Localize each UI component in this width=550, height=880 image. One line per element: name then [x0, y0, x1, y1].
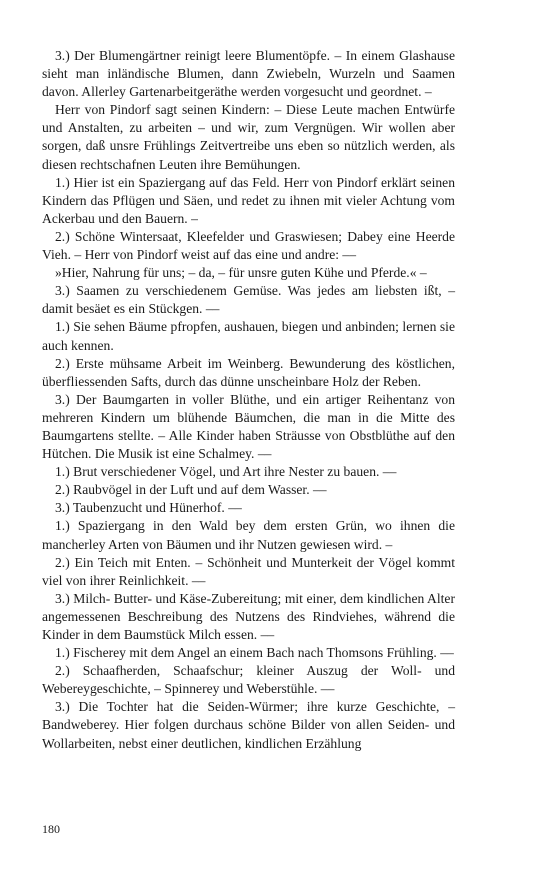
paragraph-field-walk: 1.) Hier ist ein Spaziergang auf das Feld. Herr von Pindorf erklärt seinen Kindern das Pflügen und Säen, und redet zu ihnen mit vieler Achtung vom Ackerbau und den Bauern. – [42, 174, 455, 226]
paragraph-bird-nests: 1.) Brut verschiedener Vögel, und Art ihre Nester zu bauen. –– [55, 464, 397, 480]
paragraph-duck-pond: 2.) Ein Teich mit Enten. – Schönheit und Munterkeit der Vögel kommt viel von ihrer Reinlichkeit. –– [42, 554, 455, 588]
page-number: 180 [42, 822, 60, 836]
paragraph-pindorf-speech: Herr von Pindorf sagt seinen Kindern: – Diese Leute machen Entwürfe und Anstalten, zu arbeiten – und wir, zum Vergnügen. Wir wollen aber sorgen, daß unsre Frühlings Zeitvertreibe uns eben so nützlich werden, als diesen rechtschafnen Leuten ihre Bemühungen. [42, 102, 455, 172]
paragraph-gardener: 3.) Der Blumengärtner reinigt leere Blumentöpfe. – In einem Glashause sieht man inländische Blumen, dann Zwiebeln, Wurzeln und Saamen davon. Allerley Gartenarbeitgeräthe werden vorgesucht und geordnet. – [42, 48, 455, 100]
paragraph-winter-seed: 2.) Schöne Wintersaat, Kleefelder und Graswiesen; Dabey eine Heerde Vieh. – Herr von Pindorf weist auf das eine und andre: –– [42, 228, 455, 263]
paragraph-dairy: 3.) Milch- Butter- und Käse-Zubereitung; mit einer, dem kindlichen Alter angemessenen Beschreibung des Nutzens des Rindviehes, während die Kinder in dem Baumstück Milch essen. –– [42, 590, 455, 642]
paragraph-vineyard: 2.) Erste mühsame Arbeit im Weinberg. Bewunderung des köstlichen, überfliessenden Safts, durch das dünne unscheinbare Holz der Reben. [42, 355, 455, 389]
paragraph-vegetable-seeds: 3.) Saamen zu verschiedenem Gemüse. Was jedes am liebsten ißt, – damit besäet es ein Stückgen. –– [42, 283, 455, 317]
paragraph-poultry: 3.) Taubenzucht und Hünerhof. –– [55, 500, 242, 516]
paragraph-sheep: 2.) Schaafherden, Schaafschur; kleiner Auszug der Woll- und Webereygeschichte, – Spinnerey und Weberstühle. –– [42, 663, 455, 697]
page-body [42, 47, 455, 753]
paragraph-forest-walk: 1.) Spaziergang in den Wald bey dem ersten Grün, wo ihnen die mancherley Arten von Bäumen und ihr Nutzen gewiesen wird. – [42, 518, 455, 552]
paragraph-orchard-dance: 3.) Der Baumgarten in voller Blüthe, und ein artiger Reihentanz von mehreren Kindern um blühende Bäumchen, die man in die Mitte des Baumgartens stellte. – Alle Kinder haben Sträusse von Obstblüthe auf den Hütchen. Die Musik ist eine Schalmey. –– [42, 391, 455, 462]
paragraph-silkworms: 3.) Die Tochter hat die Seiden-Würmer; ihre kurze Geschichte, – Bandweberey. Hier folgen durchaus schöne Bilder von allen Seiden- und Wollarbeiten, nebst einer deutlichen, kindlichen Erzählung [42, 699, 455, 751]
paragraph-quote-nourishment: »Hier, Nahrung für uns; – da, – für unsre guten Kühe und Pferde.« – [55, 265, 427, 281]
paragraph-fishing: 1.) Fischerey mit dem Angel an einem Bach nach Thomsons Frühling. –– [55, 645, 454, 661]
paragraph-raptors: 2.) Raubvögel in der Luft und auf dem Wasser. –– [55, 482, 327, 498]
paragraph-grafting: 1.) Sie sehen Bäume pfropfen, aushauen, biegen und anbinden; lernen sie auch kennen. [42, 319, 455, 353]
